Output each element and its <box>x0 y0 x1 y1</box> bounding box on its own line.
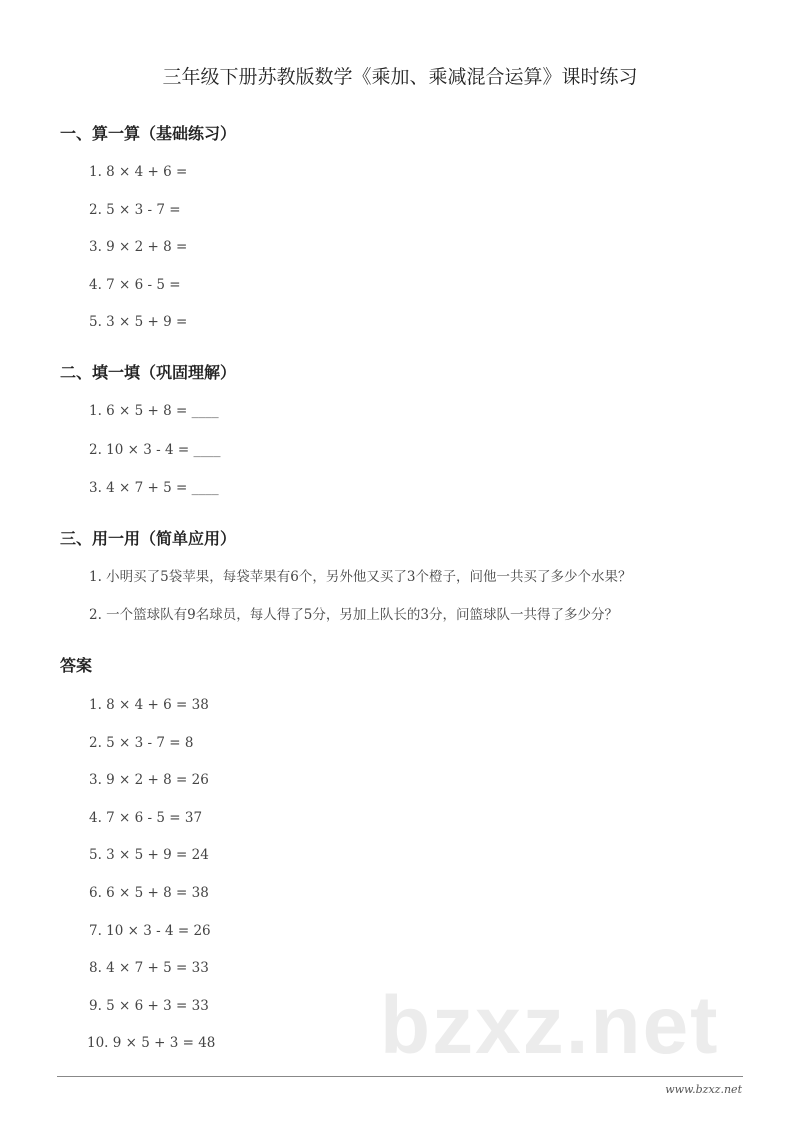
list-item: 4. 7 × 6 - 5 = <box>89 277 181 293</box>
answer-item: 6. 6 × 5 + 8 = 38 <box>89 885 209 901</box>
section-heading-answers: 答案 <box>60 656 93 675</box>
list-item: 2. 10 × 3 - 4 = ____ <box>89 442 221 458</box>
section-heading-apply: 三、用一用（简单应用） <box>60 529 237 548</box>
list-item: 2. 5 × 3 - 7 = <box>89 202 181 218</box>
answer-item: 1. 8 × 4 + 6 = 38 <box>89 697 209 713</box>
answer-item: 4. 7 × 6 - 5 = 37 <box>89 810 203 826</box>
list-item: 1. 小明买了5袋苹果，每袋苹果有6个，另外他又买了3个橙子，问他一共买了多少个水果？ <box>89 569 632 585</box>
section-heading-basic: 一、算一算（基础练习） <box>60 124 237 143</box>
answer-item: 10. 9 × 5 + 3 = 48 <box>87 1035 216 1051</box>
page-title: 三年级下册苏教版数学《乘加、乘减混合运算》课时练习 <box>162 66 638 88</box>
answer-item: 2. 5 × 3 - 7 = 8 <box>89 735 194 751</box>
list-item: 2. 一个篮球队有9名球员，每人得了5分，另加上队长的3分，问篮球队一共得了多少分？ <box>89 607 618 623</box>
answer-item: 3. 9 × 2 + 8 = 26 <box>89 772 209 788</box>
footer-url: www.bzxz.net <box>665 1083 742 1096</box>
answer-item: 7. 10 × 3 - 4 = 26 <box>89 923 211 939</box>
list-item: 1. 6 × 5 + 8 = ____ <box>89 403 219 419</box>
footer-divider <box>57 1076 743 1077</box>
answer-item: 5. 3 × 5 + 9 = 24 <box>89 847 209 863</box>
list-item: 5. 3 × 5 + 9 = <box>89 314 188 330</box>
answer-item: 9. 5 × 6 + 3 = 33 <box>89 998 209 1014</box>
answer-item: 8. 4 × 7 + 5 = 33 <box>89 960 209 976</box>
list-item: 1. 8 × 4 + 6 = <box>89 164 188 180</box>
list-item: 3. 9 × 2 + 8 = <box>89 239 188 255</box>
watermark: bzxz.net <box>380 980 720 1071</box>
section-heading-fill: 二、填一填（巩固理解） <box>60 363 237 382</box>
list-item: 3. 4 × 7 + 5 = ____ <box>89 480 219 496</box>
